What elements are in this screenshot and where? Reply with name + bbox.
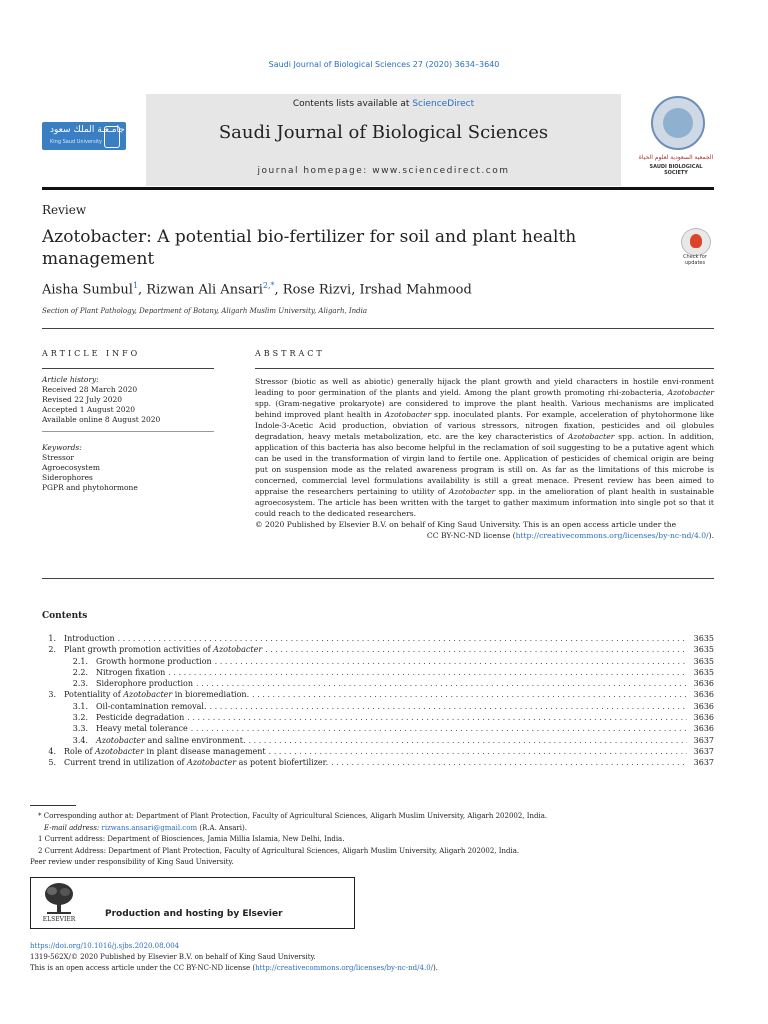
toc-number: 3.2. [72, 713, 88, 723]
abstract-body: Stressor (biotic as well as abiotic) generally hijack the plant growth and yield characters in hostile envi-ronment leading to poor germination of the plants and yield. Among the plant growth promoting rhi-zobacteria, Azotobacter spp. (Gram-negative prokaryote) are considered to improve the plant health. Various mechanisms are implicated behind improved plant health in Azotobacter spp. inoculated plants. For example, acceleration of phytohormone like Indole-3-Acetic Acid production, obviation of various stressors, nitrogen fixation, pesticides and oil globules degradation, heavy metals metabolization, etc. are the key characteristics of Azotobacter spp. action. In addition, application of this bacteria has also become helpful in the reclamation of soil suggesting to be a putative agent which can be used in the transformation of virgin land to fertile one. Application of pesticides of chemical origin are being put on suspension mode as the related awareness program is still on. As far as the limitations of this microbe is concerned, commercial level formulations availability is still a great menace. Present review has been aimed to appraise the researchers pertaining to utility of Azotobacter spp. in the amelioration of plant health in sustainable agroecosystem. The article has been written with the target to gather maximum information into single pot so that it could reach to the dedicated researchers. © 2020 Published by Elsevier B.V. on behalf of King Saud University. This is an open access article under the CC BY-NC-ND license (http://creativecommons.org/licenses/by-nc-nd/4.0/). [255, 377, 714, 540]
toc-leader-dots [210, 701, 687, 712]
toc-entry[interactable] [42, 678, 714, 689]
author-name[interactable]: Aisha Sumbul [42, 282, 133, 298]
footnotes [30, 811, 730, 869]
toc-entry[interactable] [42, 644, 714, 655]
society-name-english: SAUDI BIOLOGICAL SOCIETY [649, 164, 703, 176]
toc-entry[interactable] [42, 667, 714, 678]
history-online: Available online 8 August 2020 [42, 415, 161, 424]
article-footer [30, 941, 730, 974]
toc-entry[interactable] [42, 633, 714, 644]
elsevier-wordmark: ELSEVIER [42, 916, 76, 923]
toc-page-number[interactable]: 3636 [693, 679, 714, 689]
header-divider [42, 187, 714, 190]
article-title: Azotobacter: A potential bio-fertilizer for soil and plant health management [42, 227, 577, 269]
toc-entry[interactable] [42, 701, 714, 712]
toc-leader-dots [269, 746, 687, 757]
contents-available-line: Contents lists available at ScienceDirect [292, 99, 475, 109]
toc-leader-dots [249, 735, 687, 746]
toc-entry[interactable] [42, 723, 714, 734]
email-link[interactable]: rizwans.ansari@gmail.com [101, 823, 198, 832]
toc-title[interactable]: Growth hormone production [96, 656, 212, 666]
footnote-divider [30, 805, 76, 806]
toc-title[interactable]: Potentiality of Azotobacter in bioremediation. [64, 690, 250, 700]
ksu-logo-area [42, 86, 142, 186]
abstract-bottom-divider [42, 578, 714, 579]
toc-page-number[interactable]: 3636 [693, 690, 714, 700]
affiliation: Section of Plant Pathology, Department of Botany, Aligarh Muslim University, Aligarh, India [42, 307, 368, 315]
keywords-divider [42, 431, 214, 432]
ksu-emblem-icon [104, 126, 120, 148]
affiliation-divider [42, 328, 714, 329]
author-affil-mark[interactable]: 1 [132, 281, 139, 290]
journal-header [42, 86, 714, 186]
table-of-contents [42, 633, 714, 769]
toc-number: 3.4. [72, 735, 88, 745]
toc-page-number[interactable]: 3635 [693, 667, 714, 677]
journal-name: Saudi Journal of Biological Sciences [218, 122, 549, 143]
toc-page-number[interactable]: 3637 [693, 758, 714, 768]
article-info-divider [42, 368, 214, 369]
ksu-logo-arabic: جامـعـة الملك سعود [50, 125, 125, 135]
abstract-divider [255, 368, 714, 369]
elsevier-hosting-text: Production and hosting by Elsevier [105, 909, 283, 919]
toc-title[interactable]: Oil-contamination removal. [96, 701, 207, 711]
keyword-item: PGPR and phytohormone [42, 483, 138, 492]
toc-leader-dots [215, 656, 687, 667]
toc-leader-dots [252, 689, 687, 700]
toc-page-number[interactable]: 3635 [693, 656, 714, 666]
toc-number: 3.3. [72, 724, 88, 734]
toc-title[interactable]: Nitrogen fixation [96, 667, 166, 677]
toc-leader-dots [191, 723, 687, 734]
elsevier-hosting-box [30, 877, 355, 929]
toc-leader-dots [168, 667, 687, 678]
toc-entry[interactable] [42, 712, 714, 723]
elsevier-tree-logo-icon [41, 882, 77, 916]
toc-page-number[interactable]: 3636 [693, 724, 714, 734]
journal-citation-link[interactable]: Saudi Journal of Biological Sciences 27 (2020) 3634–3640 [268, 60, 500, 69]
check-updates-icon [681, 228, 711, 256]
license-link[interactable]: http://creativecommons.org/licenses/by-nc-nd/4.0/ [515, 531, 709, 540]
footnote-2: 2 Current Address: Department of Plant Protection, Faculty of Agricultural Sciences, Aligarh Muslim University, Aligarh 202002, India. [38, 846, 520, 855]
toc-title[interactable]: Heavy metal tolerance [96, 724, 188, 734]
toc-page-number[interactable]: 3635 [693, 634, 714, 643]
toc-leader-dots [265, 644, 687, 655]
ksu-logo [42, 122, 126, 150]
history-accepted: Accepted 1 August 2020 [42, 405, 136, 414]
keywords [42, 443, 214, 493]
open-access-line: This is an open access article under the CC BY-NC-ND license (http://creativecommons.org/licenses/by-nc-nd/4.0/). [30, 964, 438, 972]
toc-leader-dots [187, 712, 687, 723]
abstract-heading: ABSTRACT [255, 349, 325, 358]
keyword-item: Agroecosystem [42, 463, 100, 472]
author-name[interactable]: Irshad Mahmood [359, 282, 472, 298]
toc-title[interactable]: Pesticide degradation [96, 713, 185, 723]
toc-number: 3.1. [72, 701, 88, 711]
author-name[interactable]: Rizwan Ali Ansari [146, 282, 263, 298]
peer-review-note: Peer review under responsibility of King Saud University. [30, 858, 234, 866]
toc-page-number[interactable]: 3636 [693, 701, 714, 711]
toc-entry[interactable] [42, 656, 714, 667]
doi-link[interactable]: https://doi.org/10.1016/j.sjbs.2020.08.004 [30, 942, 180, 950]
ksu-logo-english: King Saud University [50, 139, 102, 145]
corresponding-author-note: * Corresponding author at: Department of Plant Protection, Faculty of Agricultural Sciences, Aligarh Muslim University, Aligarh 202002, India. [38, 812, 548, 820]
toc-title[interactable]: Introduction [64, 634, 115, 643]
toc-number: 3. [48, 690, 56, 700]
contents-heading: Contents [42, 611, 88, 621]
keywords-label: Keywords: [42, 443, 82, 452]
toc-title[interactable]: Current trend in utilization of Azotobacter as potent biofertilizer. [64, 758, 329, 768]
toc-leader-dots [196, 678, 687, 689]
history-received: Received 28 March 2020 [42, 385, 138, 394]
history-label: Article history: [42, 375, 99, 384]
toc-leader-dots [118, 633, 687, 644]
society-logo-area [638, 94, 714, 186]
toc-title[interactable]: Plant growth promotion activities of Azotobacter [64, 645, 263, 655]
toc-title[interactable]: Role of Azotobacter in plant disease management [64, 746, 266, 756]
toc-leader-dots [331, 757, 687, 768]
abstract-copyright: © 2020 Published by Elsevier B.V. on behalf of King Saud University. This is an open access article under the [255, 520, 677, 529]
toc-title[interactable]: Siderophore production [96, 679, 193, 689]
toc-number: 2.1. [72, 656, 88, 666]
check-updates-label: Check for updates [683, 254, 707, 266]
footnote-1: 1 Current address: Department of Biosciences, Jamia Millia Islamia, New Delhi, India. [38, 835, 345, 843]
toc-title[interactable]: Azotobacter and saline environment. [96, 735, 246, 745]
toc-number: 2.2. [72, 667, 88, 677]
email-note: E-mail address: rizwans.ansari@gmail.com (R.A. Ansari). [44, 823, 247, 832]
toc-number: 5. [48, 758, 56, 768]
article-type: Review [42, 203, 87, 217]
issn-line: 1319-562X/© 2020 Published by Elsevier B.V. on behalf of King Saud University. [30, 953, 316, 961]
toc-entry[interactable] [42, 757, 714, 768]
abstract-license: CC BY-NC-ND license (http://creativecommons.org/licenses/by-nc-nd/4.0/). [426, 531, 714, 540]
toc-page-number[interactable]: 3637 [693, 746, 714, 756]
journal-banner [146, 94, 621, 186]
author-affil-mark[interactable]: 2,* [262, 281, 275, 290]
toc-number: 2. [48, 645, 56, 655]
toc-page-number[interactable]: 3635 [693, 645, 714, 655]
keyword-item: Stressor [42, 453, 74, 462]
journal-homepage[interactable]: journal homepage: www.sciencedirect.com [257, 166, 510, 176]
toc-entry[interactable] [42, 735, 714, 746]
toc-page-number[interactable]: 3637 [693, 735, 714, 745]
society-name-arabic: الجمعية السعودية لعلوم الحياة [638, 154, 714, 161]
author-name[interactable]: Rose Rizvi [282, 282, 352, 298]
article-history [42, 375, 214, 425]
toc-number: 1. [48, 634, 56, 643]
check-for-updates-button[interactable] [676, 228, 714, 268]
sciencedirect-link[interactable]: ScienceDirect [412, 99, 475, 109]
author-list: Aisha Sumbul$^1$, Rizwan Ali Ansari$^{2,*}$, Rose Rizvi, Irshad Mahmood [42, 281, 472, 298]
toc-number: 4. [48, 746, 56, 756]
toc-entry[interactable] [42, 689, 714, 700]
toc-entry[interactable] [42, 746, 714, 757]
oa-license-link[interactable]: http://creativecommons.org/licenses/by-nc-nd/4.0/ [255, 964, 434, 972]
society-logo-icon [651, 96, 705, 150]
toc-number: 2.3. [72, 679, 88, 689]
keyword-item: Siderophores [42, 473, 93, 482]
history-revised: Revised 22 July 2020 [42, 395, 123, 404]
toc-page-number[interactable]: 3636 [693, 713, 714, 723]
article-info-heading: ARTICLE INFO [42, 349, 141, 358]
